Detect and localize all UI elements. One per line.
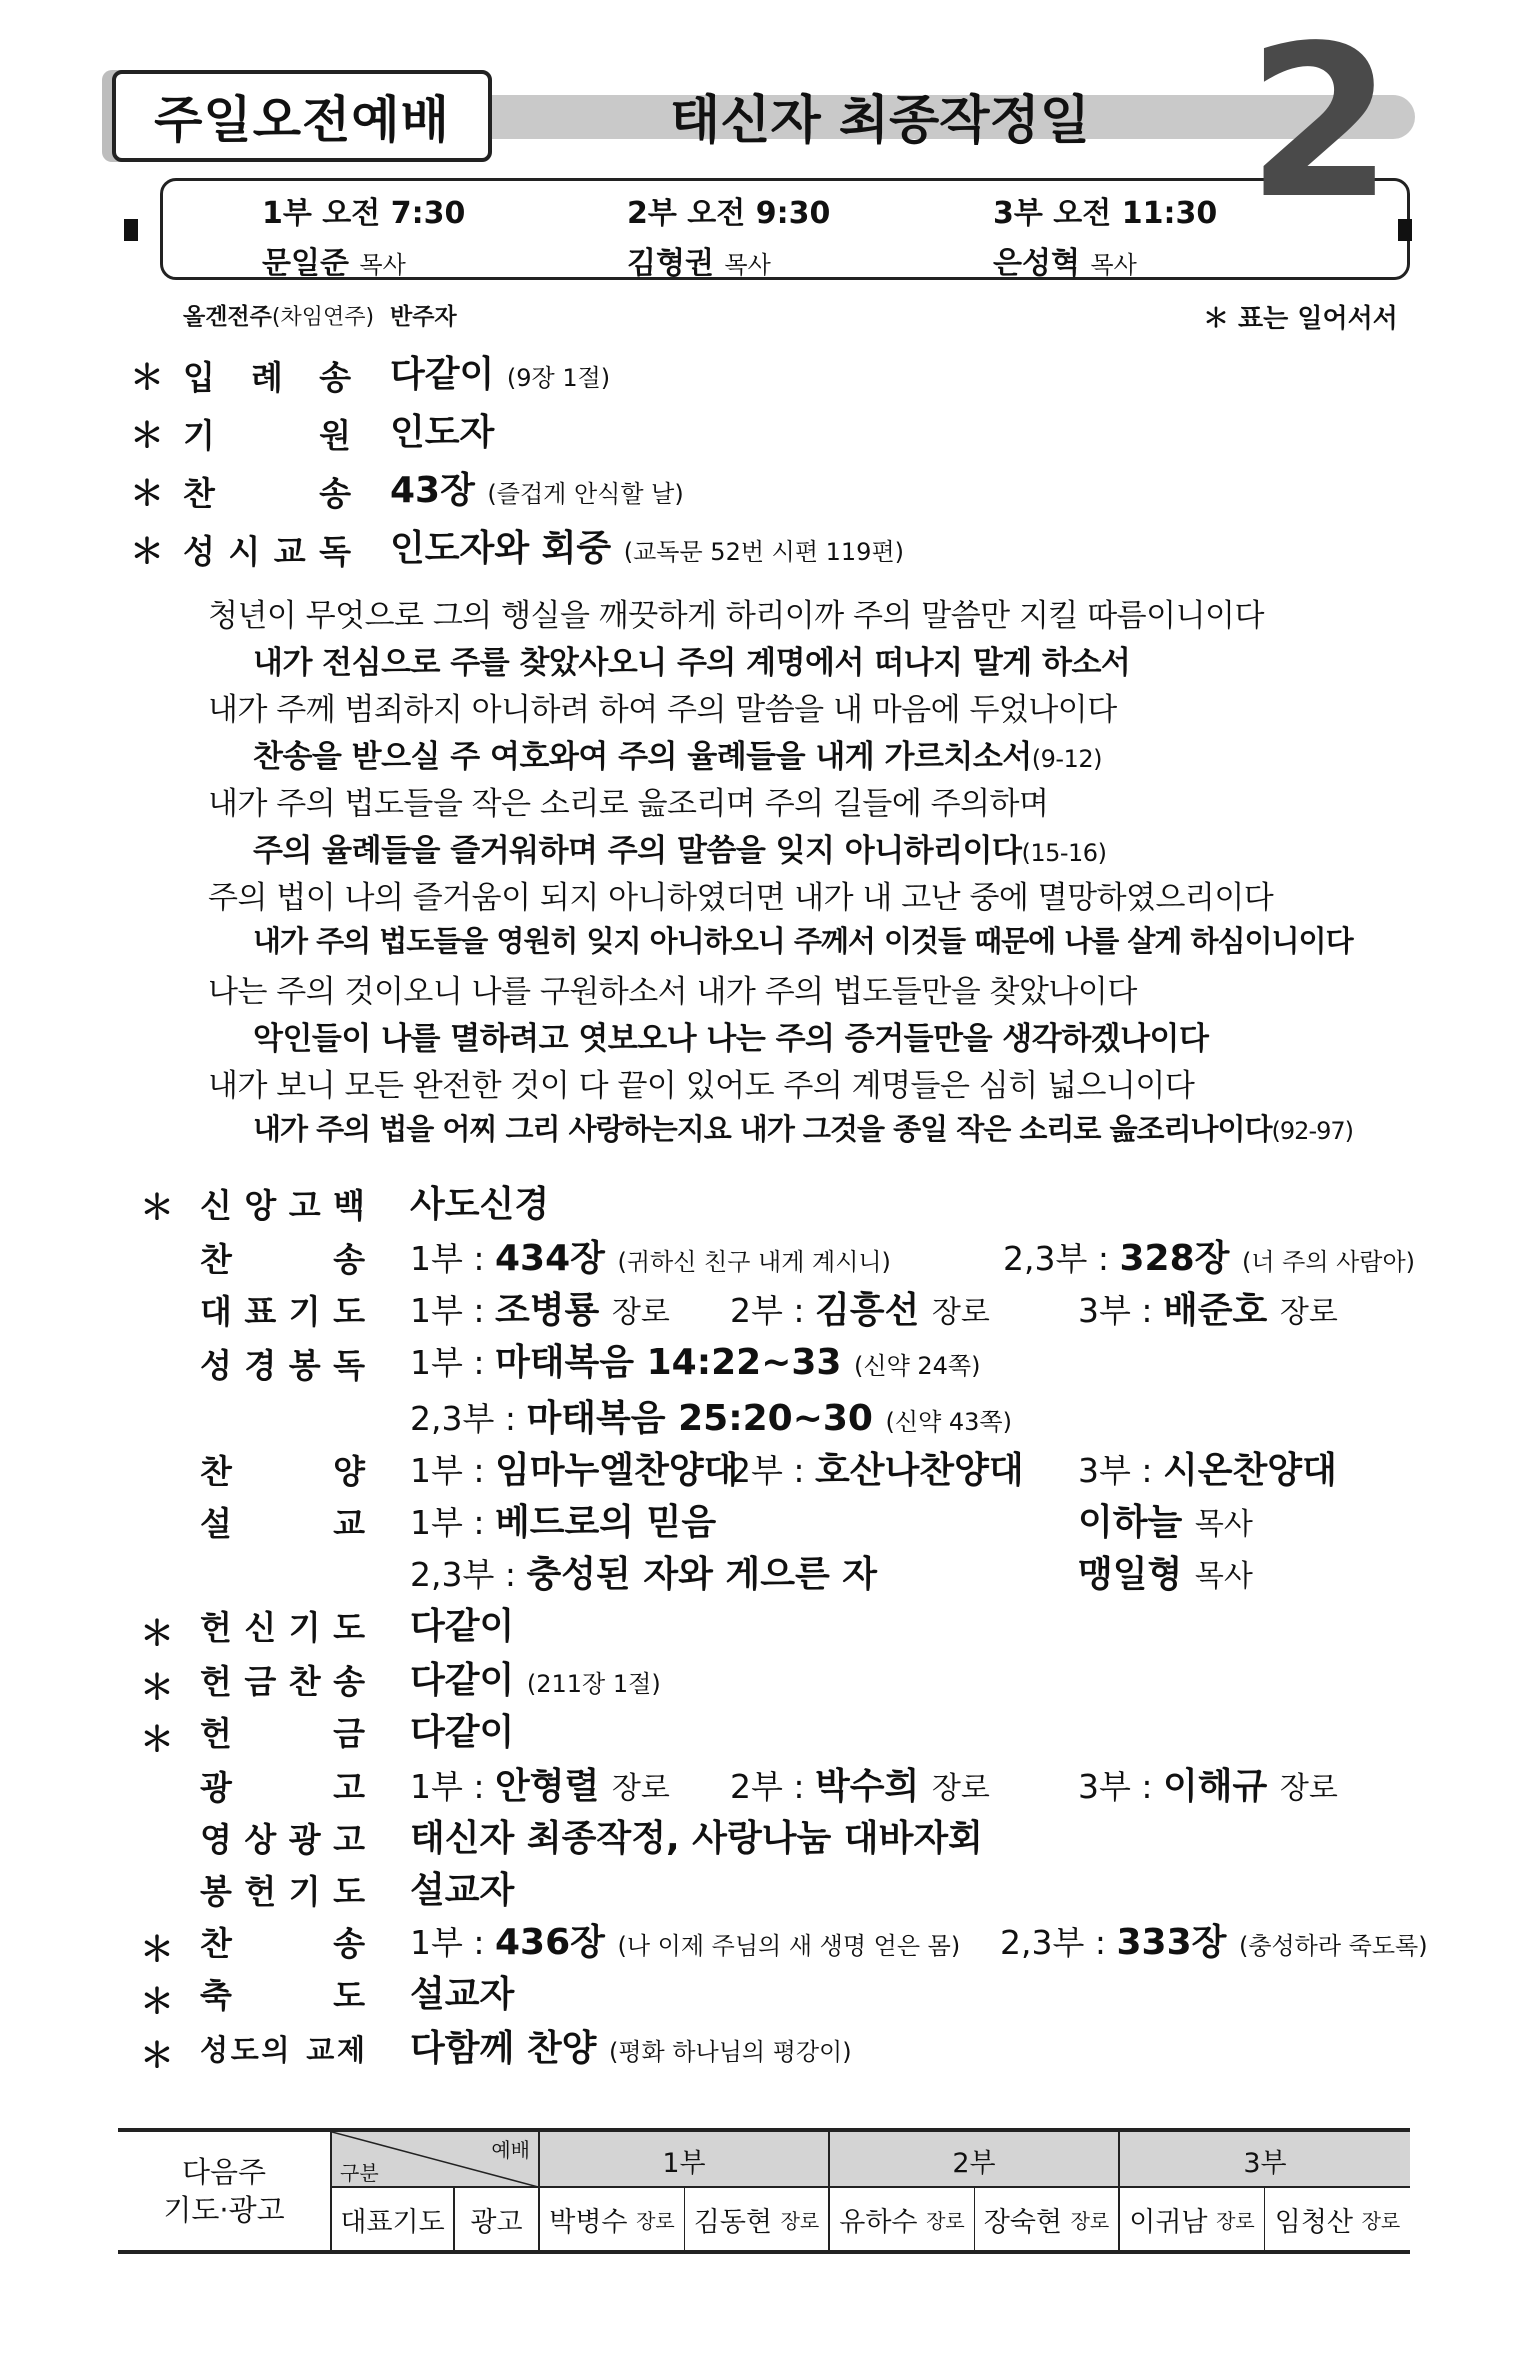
col-header-2: 2부: [830, 2132, 1120, 2188]
psalm-ref: (92-97): [1271, 1117, 1354, 1145]
label-char: 입: [183, 358, 215, 397]
psalm-line: 청년이 무엇으로 그의 행실을 깨끗하게 하리이까 주의 말씀만 지킬 따름이니이다: [208, 598, 1264, 634]
label-char: 송: [333, 1662, 365, 1701]
label-char: 제: [336, 2033, 365, 2067]
service-prefix: 1부 :: [410, 1451, 495, 1490]
person-name: 이해규: [1162, 1766, 1268, 1807]
pastor-name: 은성혁: [993, 246, 1080, 281]
label-hymn: [183, 468, 351, 515]
corner-bottom-label: 구분: [340, 2161, 379, 2185]
label-char: 헌: [244, 1872, 277, 1911]
pastor-name: 김형권: [627, 246, 714, 281]
box-marker-right: [1398, 219, 1412, 241]
label-benediction: [200, 1970, 365, 2017]
psalm-text: 내가 주의 법을 어찌 그리 사랑하는지요 내가 그것을 종일 작은 소리로 읊조리나이다: [253, 1112, 1272, 1146]
label-char: 경: [244, 1346, 277, 1385]
label-sermon: [200, 1498, 365, 1545]
pastor-name: 이하늘: [1078, 1502, 1183, 1543]
value-note: (즐겁게 안식할 날): [487, 480, 684, 508]
person-role: 장로: [1070, 2208, 1110, 2233]
service-prefix: 1부 :: [410, 1767, 495, 1806]
next-week-person: [685, 2188, 830, 2250]
psalm-ref: (15-16): [1021, 839, 1107, 867]
standing-note: ＊ 표는 일어서서: [1203, 304, 1398, 334]
value-reading-23: [410, 1390, 1012, 1441]
service-2: [627, 188, 830, 282]
label-char: 설: [200, 1504, 232, 1543]
label-char: 찬: [183, 474, 215, 513]
value-hymn-23rd: [1003, 1230, 1415, 1281]
label-char: 의: [261, 2033, 290, 2067]
person-role: 장로: [636, 2208, 675, 2233]
label-char: 헌: [200, 1608, 232, 1647]
standing-star: ＊: [140, 1930, 174, 1970]
person-name: 조병룡: [494, 1290, 600, 1331]
service-prefix: 2,3부 :: [1003, 1239, 1120, 1278]
choir-name: 시온찬양대: [1162, 1450, 1337, 1491]
label-char: 봉: [200, 1872, 232, 1911]
hymn-title: (나 이제 주님의 새 생명 얻은 몸): [617, 1932, 961, 1960]
label-char: 헌: [200, 1662, 232, 1701]
value-offering-hymn: [410, 1652, 661, 1703]
row-label-announce: 광고: [455, 2188, 540, 2250]
person-name: 임청산: [1274, 2206, 1353, 2238]
label-char: 원: [319, 416, 351, 455]
person-name: 박병수: [549, 2206, 628, 2238]
value-invocation: 인도자: [390, 412, 495, 453]
service-prefix: 3부 :: [1078, 1291, 1163, 1330]
person-role: 장로: [926, 2208, 965, 2233]
service-3: [993, 188, 1217, 282]
service-time: 2부 오전 9:30: [627, 196, 831, 231]
standing-star: ＊: [130, 358, 164, 398]
label-char: 송: [333, 1240, 365, 1279]
value-note: (교독문 52번 시편 119편): [623, 538, 904, 566]
hymn-title: (귀하신 친구 내게 계시니): [617, 1248, 891, 1276]
label-offertory-prayer: [200, 1866, 365, 1913]
value-announce-1: [410, 1758, 670, 1809]
value-prayer-3: [1078, 1282, 1338, 1333]
person-name: 안형렬: [494, 1766, 600, 1807]
scripture-passage: 마태복음 14:22~33: [494, 1342, 842, 1383]
person-name: 유하수: [839, 2206, 918, 2238]
next-week-person: [1265, 2188, 1410, 2250]
value-choir-3: [1078, 1442, 1337, 1493]
psalm-line: 내가 주께 범죄하지 아니하려 하여 주의 말씀을 내 마음에 두었나이다: [208, 692, 1117, 728]
service-prefix: 1부 :: [410, 1239, 495, 1278]
person-name: 박수희: [814, 1766, 920, 1807]
person-role: 장로: [931, 1295, 990, 1330]
person-name: 이귀남: [1129, 2206, 1208, 2238]
value-text: 인도자와 회중: [390, 528, 612, 569]
value-opening-hymn: [390, 346, 610, 397]
label-char: 찬: [200, 1924, 232, 1963]
value-video-announcements: 태신자 최종작정, 사랑나눔 대바자회: [410, 1818, 983, 1859]
standing-star: ＊: [130, 532, 164, 572]
person-role: 장로: [1279, 1771, 1338, 1806]
value-note: (9장 1절): [506, 364, 611, 392]
label-char: 시: [228, 532, 261, 571]
organ-note: (차임연주): [271, 305, 375, 330]
label-char: 기: [288, 1608, 321, 1647]
label-char: 찬: [200, 1452, 232, 1491]
pastor-role: 목사: [359, 251, 406, 279]
next-week-person: [975, 2188, 1120, 2250]
service-prefix: 2,3부 :: [1000, 1923, 1117, 1962]
label-char: 도: [333, 1292, 365, 1331]
label-representative-prayer: [200, 1286, 365, 1333]
label-char: 교: [273, 532, 306, 571]
service-prefix: 2,3부 :: [410, 1399, 527, 1438]
person-name: 장숙현: [983, 2206, 1062, 2238]
box-marker-left: [124, 219, 138, 241]
pastor-role: 목사: [1090, 251, 1137, 279]
person-role: 장로: [780, 2208, 820, 2233]
psalm-line: 나는 주의 것이오니 나를 구원하소서 내가 주의 법도들만을 찾았나이다: [208, 974, 1137, 1010]
label-char: 독: [319, 532, 351, 571]
scripture-page: (신약 24쪽): [854, 1352, 981, 1380]
value-reading-1: [410, 1334, 980, 1385]
label-char: 도: [230, 2033, 259, 2067]
value-closing-hymn-1st: [410, 1914, 960, 1965]
value-sermon-pastor-2: [1078, 1546, 1253, 1597]
value-offering: 다같이: [410, 1712, 515, 1753]
label-char: 송: [319, 474, 351, 513]
label-char: 례: [251, 358, 283, 397]
value-announce-2: [730, 1758, 990, 1809]
psalm-line: [253, 1107, 1353, 1148]
psalm-line: 악인들이 나를 멸하려고 엿보오나 나는 주의 증거들만을 생각하겠나이다: [253, 1021, 1209, 1057]
person-name: 배준호: [1162, 1290, 1268, 1331]
value-dedication-prayer: 다같이: [410, 1606, 515, 1647]
value-creed: 사도신경: [410, 1184, 550, 1225]
person-name: 김흥선: [814, 1290, 920, 1331]
col-header-3: 3부: [1243, 2147, 1287, 2179]
value-offertory-prayer: 설교자: [410, 1870, 515, 1911]
standing-star: ＊: [140, 1614, 174, 1654]
person-role: 장로: [931, 1771, 990, 1806]
label-opening-hymn: [183, 352, 351, 399]
psalm-line: 내가 주의 법도들을 영원히 잊지 아니하오니 주께서 이것들 때문에 나를 살게 하심이니이다: [253, 924, 1353, 958]
label-char: 성: [183, 532, 215, 571]
label-char: 고: [333, 1768, 365, 1807]
value-choir-1: [410, 1442, 738, 1493]
value-sermon-1: [410, 1494, 716, 1545]
standing-star: ＊: [140, 1188, 174, 1228]
value-choir-2: [730, 1442, 1024, 1493]
value-text: 다같이: [390, 354, 495, 395]
value-benediction: 설교자: [410, 1974, 515, 2015]
choir-name: 임마누엘찬양대: [494, 1450, 739, 1491]
label-char: 봉: [288, 1346, 321, 1385]
value-note: (평화 하나님의 평강이): [608, 2038, 852, 2066]
label-char: 도: [333, 1608, 365, 1647]
service-prefix: 1부 :: [410, 1343, 495, 1382]
service-prefix: 3부 :: [1078, 1767, 1163, 1806]
value-fellowship: [410, 2020, 852, 2071]
value-closing-hymn-23rd: [1000, 1914, 1428, 1965]
sermon-title: 베드로의 믿음: [494, 1502, 717, 1543]
label-char: 기: [288, 1872, 321, 1911]
psalm-text: 주의 율례들을 즐거워하며 주의 말씀을 잊지 아니하리이다: [253, 833, 1022, 869]
psalm-line: 내가 주의 법도들을 작은 소리로 읊조리며 주의 길들에 주의하며: [208, 786, 1049, 822]
label-char: 찬: [288, 1662, 321, 1701]
label-announcements: [200, 1762, 365, 1809]
label-char: 광: [200, 1768, 232, 1807]
label-char: 금: [244, 1662, 277, 1701]
label-char: 양: [333, 1452, 365, 1491]
label-char: 대: [200, 1292, 232, 1331]
pastor-role: 목사: [1194, 1559, 1253, 1594]
standing-star: ＊: [130, 416, 164, 456]
standing-star: ＊: [130, 474, 164, 514]
person-role: 장로: [1216, 2208, 1255, 2233]
corner-cell: [330, 2132, 540, 2188]
label-char: 영: [200, 1820, 232, 1859]
sermon-title: 충성된 자와 게으른 자: [526, 1554, 878, 1595]
value-sermon-23: [410, 1546, 877, 1597]
value-hymn-1st: [410, 1230, 891, 1281]
value-prayer-2: [730, 1282, 990, 1333]
label-char: 교: [306, 2033, 335, 2067]
choir-name: 호산나찬양대: [814, 1450, 1024, 1491]
label-char: 축: [200, 1976, 232, 2015]
psalm-ref: (9-12): [1031, 745, 1102, 773]
value-note: (211장 1절): [526, 1670, 661, 1698]
value-text: 43장: [390, 470, 475, 511]
label-char: 기: [183, 416, 215, 455]
service-time: 1부 오전 7:30: [262, 196, 466, 231]
label-char: 성: [200, 1346, 232, 1385]
label-char: 기: [288, 1292, 321, 1331]
page-subtitle: 태신자 최종작정일: [670, 91, 1090, 151]
accompanist: 반주자: [390, 304, 457, 330]
label-char: 금: [333, 1714, 365, 1753]
label-char: 찬: [200, 1240, 232, 1279]
organ-prelude: [183, 298, 374, 331]
value-hymn: [390, 462, 684, 513]
label-invocation: [183, 410, 351, 457]
person-name: 김동현: [693, 2206, 772, 2238]
label-char: 송: [319, 358, 351, 397]
label-scripture-reading: [200, 1340, 365, 1387]
person-role: 장로: [611, 1295, 670, 1330]
service-title: 주일오전예배: [112, 70, 492, 162]
service-time: 3부 오전 11:30: [993, 196, 1218, 231]
value-sermon-pastor-1: [1078, 1494, 1253, 1545]
service-prefix: 2부 :: [730, 1767, 815, 1806]
person-role: 장로: [611, 1771, 670, 1806]
label-char: 신: [244, 1608, 277, 1647]
hymn-title: (너 주의 사람아): [1241, 1248, 1416, 1276]
next-week-title-1: 다음주: [181, 2155, 267, 2189]
hymn-number: 333장: [1116, 1922, 1227, 1963]
label-char: 표: [244, 1292, 277, 1331]
value-text: 다함께 찬양: [410, 2028, 597, 2069]
label-char: 도: [333, 1872, 365, 1911]
psalm-line: 주의 법이 나의 즐거움이 되지 아니하였더면 내가 내 고난 중에 멸망하였으리이다: [208, 880, 1274, 916]
scripture-passage: 마태복음 25:20~30: [526, 1398, 873, 1439]
service-prefix: 2부 :: [730, 1451, 815, 1490]
standing-star: ＊: [140, 2036, 174, 2076]
col-header-1: 1부: [540, 2132, 830, 2188]
psalm-text: 찬송을 받으실 주 여호와여 주의 율례들을 내게 가르치소서: [253, 739, 1032, 775]
pastor-name: 맹일형: [1078, 1554, 1183, 1595]
row-label-prayer: 대표기도: [330, 2188, 455, 2250]
label-char: 신: [200, 1186, 232, 1225]
label-offering-hymn: [200, 1656, 365, 1703]
standing-star: ＊: [140, 1668, 174, 1708]
psalm-line: [253, 825, 1106, 870]
person-role: 장로: [1279, 1295, 1338, 1330]
psalm-line: [253, 731, 1102, 776]
label-choir: [200, 1446, 365, 1493]
label-char: 독: [333, 1346, 365, 1385]
hymn-number: 434장: [494, 1238, 605, 1279]
service-prefix: 1부 :: [410, 1923, 495, 1962]
label-char: 헌: [200, 1714, 232, 1753]
hymn-number: 436장: [494, 1922, 605, 1963]
hymn-title: (충성하라 죽도록): [1238, 1932, 1428, 1960]
label-creed: [200, 1180, 365, 1227]
service-1: [262, 188, 465, 282]
label-video-announcements: [200, 1814, 365, 1861]
psalm-line: 내가 보니 모든 완전한 것이 다 끝이 있어도 주의 계명들은 심히 넓으니이다: [208, 1068, 1195, 1104]
label-char: 송: [333, 1924, 365, 1963]
scripture-page: (신약 43쪽): [885, 1408, 1012, 1436]
label-char: 고: [333, 1820, 365, 1859]
label-fellowship: [200, 2028, 365, 2069]
label-char: 도: [333, 1976, 365, 2015]
next-week-title: [118, 2132, 330, 2250]
organ-label: 올겐전주: [183, 304, 272, 330]
service-prefix: 3부 :: [1078, 1451, 1163, 1490]
service-prefix: 2부 :: [730, 1291, 815, 1330]
label-offering: [200, 1708, 365, 1755]
value-text: 다같이: [410, 1660, 515, 1701]
pastor-role: 목사: [724, 251, 771, 279]
service-prefix: 1부 :: [410, 1291, 495, 1330]
page-number: 2: [1246, 0, 1394, 245]
label-char: 고: [288, 1186, 321, 1225]
psalm-line: 내가 전심으로 주를 찾았사오니 주의 계명에서 떠나지 말게 하소서: [253, 645, 1131, 681]
value-announce-3: [1078, 1758, 1338, 1809]
service-prefix: 1부 :: [410, 1503, 495, 1542]
next-week-person: [540, 2188, 685, 2250]
next-week-table: [118, 2128, 1410, 2254]
value-responsive-reading: [390, 520, 904, 571]
next-week-person: [830, 2188, 975, 2250]
person-role: 장로: [1361, 2208, 1401, 2233]
next-week-person: [1120, 2188, 1265, 2250]
corner-top-label: 예배: [491, 2138, 530, 2162]
label-char: 성: [200, 2033, 229, 2067]
label-closing-hymn: [200, 1918, 365, 1965]
label-responsive-reading: [183, 526, 351, 573]
pastor-name: 문일준: [262, 246, 349, 281]
label-char: 광: [288, 1820, 321, 1859]
label-char: 교: [333, 1504, 365, 1543]
label-char: 앙: [244, 1186, 277, 1225]
hymn-number: 328장: [1119, 1238, 1230, 1279]
label-hymn-2: [200, 1234, 365, 1281]
standing-star: ＊: [140, 1720, 174, 1760]
service-prefix: 2,3부 :: [410, 1555, 527, 1594]
label-dedication-prayer: [200, 1602, 365, 1649]
value-prayer-1: [410, 1282, 670, 1333]
standing-star: ＊: [140, 1982, 174, 2022]
next-week-title-2: 기도·광고: [163, 2193, 285, 2227]
label-char: 상: [244, 1820, 277, 1859]
pastor-role: 목사: [1194, 1507, 1253, 1542]
label-char: 백: [333, 1186, 365, 1225]
